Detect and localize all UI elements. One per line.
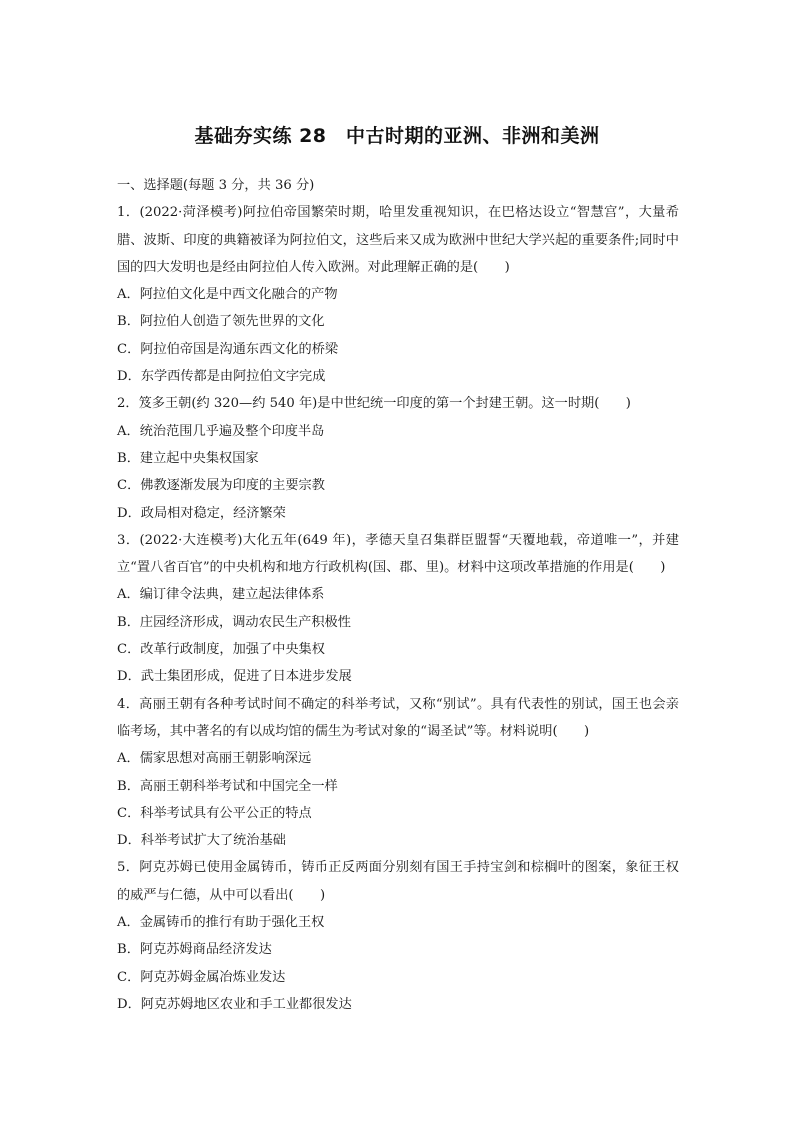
option-c: C．阿克苏姆金属冶炼业发达: [117, 969, 286, 985]
option-d: D．阿克苏姆地区农业和手工业都很发达: [117, 996, 352, 1012]
question-5: [117, 854, 679, 1018]
option-d: D．科举考试扩大了统治基础: [117, 833, 286, 849]
option-a: A．阿拉伯文化是中西文化融合的产物: [117, 287, 338, 303]
option-c: C．佛教逐渐发展为印度的主要宗教: [117, 478, 325, 494]
option-b: B．高丽王朝科举考试和中国完全一样: [117, 778, 338, 794]
question-1: [117, 199, 679, 390]
question-stem: 1．(2022·菏泽模考)阿拉伯帝国繁荣时期，哈里发重视知识，在巴格达设立“智慧宫”，大量希腊、波斯、印度的典籍被译为阿拉伯文，这些后来又成为欧洲中世纪大学兴起的重要条件;同时中国的四大发明也是经由阿拉伯人传入欧洲。对此理解正确的是( ): [117, 205, 679, 275]
option-d: D．政局相对稳定，经济繁荣: [117, 505, 286, 521]
option-a: A．儒家思想对高丽王朝影响深远: [117, 751, 312, 767]
option-d: D．武士集团形成，促进了日本进步发展: [117, 669, 352, 685]
question-content: [117, 172, 679, 1018]
question-stem: 4．高丽王朝有各种考试时间不确定的科举考试，又称“别试”。具有代表性的别试，国王也会亲临考场，其中著名的有以成均馆的儒生为考试对象的“谒圣试”等。材料说明( ): [117, 696, 679, 739]
question-4: [117, 691, 679, 855]
option-c: C．科举考试具有公平公正的特点: [117, 805, 312, 821]
section-heading: 一、选择题(每题 3 分，共 36 分): [117, 178, 315, 193]
option-a: A．金属铸币的推行有助于强化王权: [117, 915, 325, 931]
question-stem: 5．阿克苏姆已使用金属铸币，铸币正反两面分别刻有国王手持宝剑和棕榈叶的图案，象征王权的威严与仁德，从中可以看出( ): [117, 860, 679, 903]
option-b: B．建立起中央集权国家: [117, 450, 259, 466]
question-3: [117, 527, 679, 691]
option-c: C．阿拉伯帝国是沟通东西文化的桥梁: [117, 341, 339, 357]
question-stem: 3．(2022·大连模考)大化五年(649 年)，孝德天皇召集群臣盟誓“天覆地载，帝道唯一”，并建立“置八省百官”的中央机构和地方行政机构(国、郡、里)。材料中这项改革措施的作用是( ): [117, 532, 679, 576]
question-2: [117, 390, 679, 526]
option-b: B．阿克苏姆商品经济发达: [117, 942, 272, 958]
option-d: D．东学西传都是由阿拉伯文字完成: [117, 369, 326, 385]
option-c: C．改革行政制度，加强了中央集权: [117, 642, 325, 658]
page-title: 基础夯实练 28 中古时期的亚洲、非洲和美洲: [194, 125, 600, 147]
option-a: A．编订律令法典，建立起法律体系: [117, 587, 325, 603]
option-b: B．庄园经济形成，调动农民生产积极性: [117, 614, 351, 630]
option-b: B．阿拉伯人创造了领先世界的文化: [117, 314, 325, 330]
option-a: A．统治范围几乎遍及整个印度半岛: [117, 423, 325, 439]
question-stem: 2．笈多王朝(约 320—约 540 年)是中世纪统一印度的第一个封建王朝。这一时期( ): [117, 396, 631, 412]
